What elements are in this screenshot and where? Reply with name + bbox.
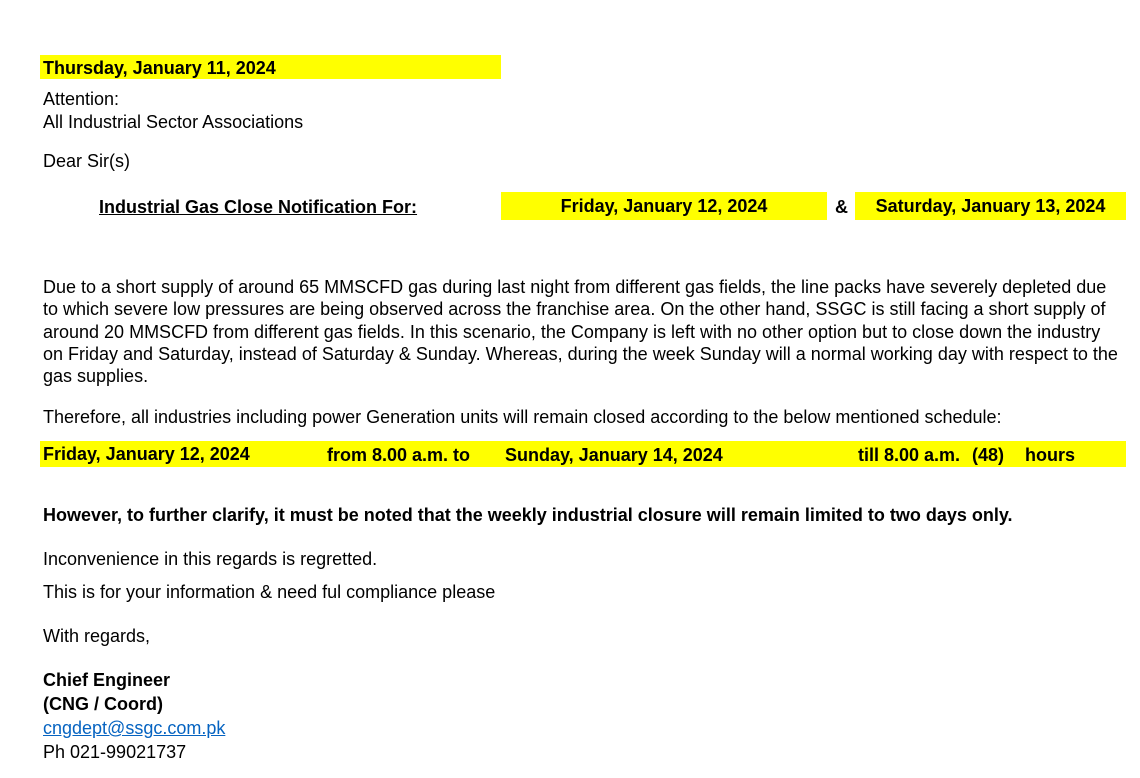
body-paragraph-1: Due to a short supply of around 65 MMSCFD gas during last night from different gas fields, the line packs have severely depleted due to which severe low pressures are being observed across the franchise area. On the other hand, SSGC is still facing a short supply of around 20 MMSCFD from different gas fields. In this scenario, the Company is left with no other option but to close down the industry on Friday and Saturday, instead of Saturday & Sunday. Whereas, during the week Sunday will a normal working day with respect to the gas supplies.: [43, 277, 1118, 387]
schedule-duration: (48): [972, 445, 1005, 465]
header-date: Thursday, January 11, 2024: [43, 58, 276, 78]
clarification-text: However, to further clarify, it must be noted that the weekly industrial closure will remain limited to two days only.: [43, 505, 1013, 525]
attention-label: Attention:: [43, 89, 120, 109]
regret-text: Inconvenience in this regards is regretted.: [43, 549, 378, 569]
notification-title: Industrial Gas Close Notification For:: [99, 197, 418, 217]
schedule-unit: hours: [1025, 445, 1076, 465]
signature-email-link[interactable]: cngdept@ssgc.com.pk: [43, 718, 226, 738]
schedule-start-time: from 8.00 a.m. to: [327, 445, 471, 465]
compliance-text: This is for your information & need ful compliance please: [43, 582, 496, 602]
signature-title: Chief Engineer: [43, 670, 171, 690]
schedule-end-time: till 8.00 a.m.: [858, 445, 961, 465]
notification-ampersand: &: [835, 197, 848, 217]
notification-date2: Saturday, January 13, 2024: [855, 192, 1126, 220]
body-paragraph-2: Therefore, all industries including power Generation units will remain closed according to the below mentioned schedule:: [43, 407, 1002, 427]
recipient-name: All Industrial Sector Associations: [43, 112, 304, 132]
notification-date1: Friday, January 12, 2024: [501, 192, 827, 220]
schedule-start-date: Friday, January 12, 2024: [43, 444, 250, 464]
salutation: Dear Sir(s): [43, 151, 131, 171]
schedule-end-date: Sunday, January 14, 2024: [505, 445, 723, 465]
closing-text: With regards,: [43, 626, 151, 646]
signature-phone: Ph 021-99021737: [43, 742, 187, 762]
signature-dept: (CNG / Coord): [43, 694, 163, 714]
